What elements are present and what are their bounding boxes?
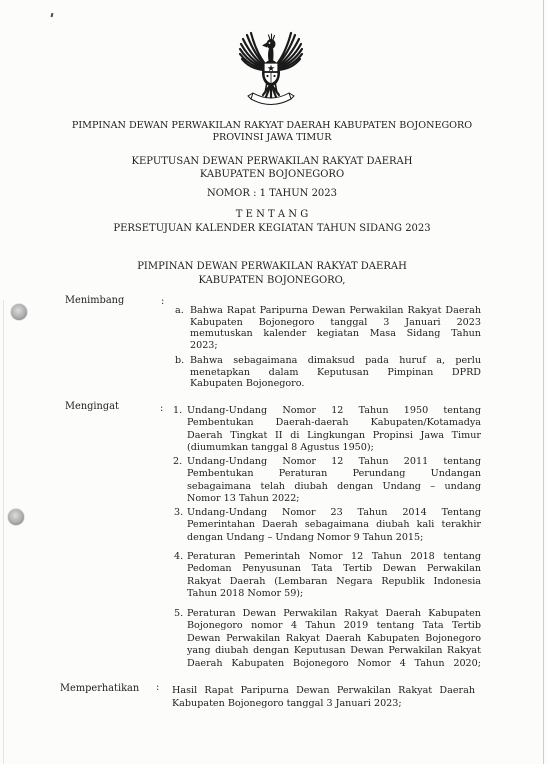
punch-hole xyxy=(11,304,27,320)
legal-basis-item-4 xyxy=(0,551,547,600)
legal-basis-item-3 xyxy=(0,507,547,543)
item-marker: 5. xyxy=(174,608,184,619)
punch-hole xyxy=(8,509,24,525)
section-label-considering: Menimbang xyxy=(65,295,125,306)
text-line: Peraturan Pemerintah Nomor 12 Tahun 2018 tentang xyxy=(187,551,481,562)
legal-basis-item-5 xyxy=(0,608,547,669)
item-text xyxy=(187,507,481,544)
text-line: Dewan Perwakilan Rakyat Daerah Kabupaten Bojonegoro xyxy=(187,632,481,644)
text-line: Undang-Undang Nomor 23 Tahun 2014 Tentang xyxy=(187,507,481,518)
institution-header: PIMPINAN DEWAN PERWAKILAN RAKYAT DAERAH KABUPATEN BOJONEGORO xyxy=(71,120,473,131)
text-line: Tahun 2018 Nomor 59); xyxy=(187,588,304,600)
item-text xyxy=(190,305,481,351)
item-text xyxy=(187,551,481,601)
item-marker: a. xyxy=(175,305,184,316)
garuda-pancasila-emblem-icon xyxy=(236,30,306,106)
text-line: dengan Undang – Undang Nomor 9 Tahun 2015; xyxy=(187,531,424,543)
text-line: Pemerintahan Daerah sebagaimana diubah kali terakhir xyxy=(187,519,481,531)
text-line: memutuskan kalender kegiatan Masa Sidang Tahun xyxy=(190,328,481,340)
text-line: Rakyat Daerah (Lembaran Negara Republik Indonesia xyxy=(187,575,481,587)
scan-speck xyxy=(51,13,53,17)
section-colon: : xyxy=(160,403,164,414)
text-line: Kabupaten Bojonegoro tanggal 3 Januari 2023; xyxy=(172,698,402,709)
considering-item-b xyxy=(0,355,547,390)
text-line: sebagaimana telah diubah dengan Undang – undang xyxy=(187,480,481,492)
text-line: Undang-Undang Nomor 12 Tahun 2011 tentang xyxy=(187,456,481,467)
item-text xyxy=(190,355,481,390)
page-edge-left xyxy=(3,300,4,764)
text-line: Bojonegoro nomor 4 Tahun 2019 tentang Tata Tertib xyxy=(187,620,481,632)
legal-basis-item-2 xyxy=(0,456,547,505)
item-text xyxy=(187,456,481,506)
text-line: Nomor 13 Tahun 2022; xyxy=(187,493,300,505)
text-line: (diumumkan tanggal 8 Agustus 1950); xyxy=(187,442,374,454)
text-line: menetapkan dalam Keputusan Pimpinan DPRD xyxy=(190,366,481,378)
item-text xyxy=(187,608,481,670)
page-edge-right xyxy=(543,0,544,764)
text-line: Pedoman Penyusunan Tata Tertib Dewan Perwakilan xyxy=(187,563,481,575)
issuer-title: PIMPINAN DEWAN PERWAKILAN RAKYAT DAERAH xyxy=(137,261,407,272)
item-marker: b. xyxy=(175,355,185,366)
section-label-noting: Memperhatikan xyxy=(60,683,140,694)
text-line: Pembentukan Peraturan Perundang Undangan xyxy=(187,468,481,480)
item-marker: 3. xyxy=(174,507,184,518)
item-text xyxy=(172,684,475,710)
text-line: 2023; xyxy=(190,339,218,351)
text-line: Hasil Rapat Paripurna Dewan Perwakilan Rakyat Daerah xyxy=(172,685,475,696)
issuer-regency: KABUPATEN BOJONEGORO, xyxy=(198,275,346,286)
text-line: Pembentukan Daerah-daerah Kabupaten/Kotamadya xyxy=(187,417,481,429)
section-colon: : xyxy=(156,682,160,693)
item-marker: 1. xyxy=(173,405,183,416)
text-line: Bahwa Rapat Paripurna Dewan Perwakilan Rakyat Daerah xyxy=(190,305,481,316)
item-marker: 4. xyxy=(174,551,184,562)
text-line: Kabupaten Bojonegoro tanggal 3 Januari 2023 xyxy=(190,316,481,328)
text-line: yang diubah dengan Keputusan Dewan Perwakilan Rakyat xyxy=(187,645,481,657)
decree-number: NOMOR : 1 TAHUN 2023 xyxy=(206,188,338,199)
decree-about-label: T E N T A N G xyxy=(235,209,309,220)
text-line: Daerah Tingkat II di Lingkungan Propinsi Jawa Timur xyxy=(187,429,481,441)
considering-item-a xyxy=(0,305,547,351)
section-colon: : xyxy=(161,296,165,307)
text-line: Undang-Undang Nomor 12 Tahun 1950 tentang xyxy=(187,405,481,416)
decree-subject: PERSETUJUAN KALENDER KEGIATAN TAHUN SIDANG 2023 xyxy=(113,223,431,234)
section-label-legal-basis: Mengingat xyxy=(65,401,119,412)
text-line: Peraturan Dewan Perwakilan Rakyat Daerah Kabupaten xyxy=(187,608,481,619)
text-line: Bahwa sebagaimana dimaksud pada huruf a, perlu xyxy=(190,355,481,366)
text-line: Daerah Kabupaten Bojonegoro Nomor 4 Tahun 2020; xyxy=(187,657,481,669)
province-header: PROVINSI JAWA TIMUR xyxy=(212,132,332,143)
decree-title-regency: KABUPATEN BOJONEGORO xyxy=(199,169,345,180)
item-text xyxy=(187,405,481,455)
text-line: Kabupaten Bojonegoro. xyxy=(190,378,305,390)
decree-title: KEPUTUSAN DEWAN PERWAKILAN RAKYAT DAERAH xyxy=(131,156,413,167)
item-marker: 2. xyxy=(173,456,183,467)
